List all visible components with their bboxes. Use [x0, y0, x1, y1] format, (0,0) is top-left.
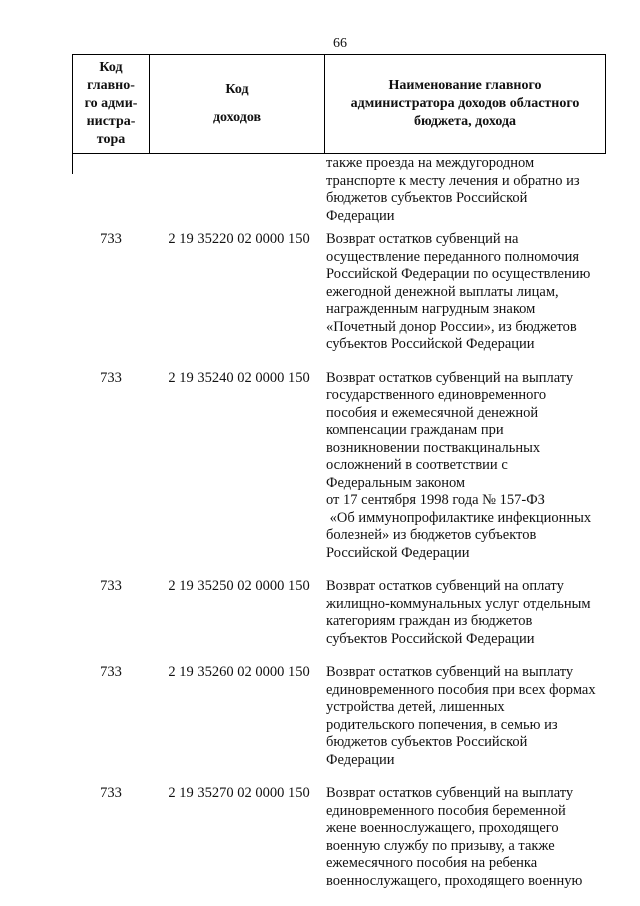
name-line: осуществление переданного полномочия	[326, 248, 580, 265]
name-line: компенсации гражданам при	[326, 422, 504, 438]
name-line: государственного единовременного	[326, 387, 547, 403]
name-line: единовременного пособия при всех формах	[326, 681, 596, 698]
name-line: Федерации	[326, 207, 395, 224]
name-line: категориям граждан из бюджетов	[326, 613, 533, 629]
header-admin-code-line: главно-	[87, 78, 135, 93]
header-name	[325, 55, 606, 154]
name-line: «Об иммунопрофилактике инфекционных	[326, 509, 592, 526]
name-line: Возврат остатков субвенций на выплату	[326, 369, 574, 386]
table-header	[72, 54, 606, 154]
name-line: Федеральным законом	[326, 474, 466, 491]
name-line: бюджетов субъектов Российской	[326, 734, 528, 750]
name-line: единовременного пособия беременной	[326, 802, 566, 819]
admin-cell: 733	[100, 578, 122, 594]
name-line: возникновении поствакцинальных	[326, 439, 541, 456]
name-cell	[322, 578, 606, 648]
admin-cell: 733	[100, 785, 122, 801]
name-line: от 17 сентября 1998 года № 157-ФЗ	[326, 492, 545, 508]
header-admin-code	[73, 55, 150, 154]
header-income-code	[150, 55, 325, 154]
admin-cell: 733	[100, 369, 122, 386]
name-line: субъектов Российской Федерации	[326, 336, 535, 352]
table-row	[72, 370, 606, 563]
name-line: военную службу по призыву, а также	[326, 837, 555, 854]
header-admin-code-line: Код	[99, 60, 123, 75]
name-cell	[322, 785, 606, 890]
code-cell: 2 19 35220 02 0000 150	[168, 231, 310, 247]
table-row	[72, 231, 606, 354]
name-line: военнослужащего, проходящего военную	[326, 872, 583, 889]
name-cell	[322, 370, 606, 563]
admin-cell: 733	[100, 231, 122, 247]
code-cell: 2 19 35270 02 0000 150	[168, 785, 310, 801]
name-line: бюджетов субъектов Российской	[326, 190, 528, 206]
name-line: Возврат остатков субвенций на оплату	[326, 578, 564, 594]
name-cell	[322, 231, 606, 354]
admin-cell	[72, 155, 150, 225]
code-cell: 2 19 35260 02 0000 150	[168, 664, 310, 680]
name-line: осложнений в соответствии с	[326, 457, 508, 473]
continuation-row	[72, 155, 606, 225]
header-admin-code-line: го адми-	[84, 96, 138, 111]
header-admin-code-line: нистра-	[86, 114, 136, 129]
header-income-code-line: Код	[225, 82, 249, 97]
name-line: Российской Федерации по осуществлению	[326, 266, 591, 282]
name-cell	[322, 664, 606, 769]
name-line: Возврат остатков субвенций на	[326, 231, 519, 247]
name-line: жилищно-коммунальных услуг отдельным	[326, 595, 591, 612]
table-row	[72, 664, 606, 769]
name-line: Федерации	[326, 751, 395, 768]
header-name-line: администратора доходов областного	[350, 96, 580, 111]
name-line: награжденным нагрудным знаком	[326, 301, 536, 317]
name-line: болезней» из бюджетов субъектов	[326, 527, 537, 543]
table-row	[72, 578, 606, 648]
name-line: родительского попечения, в семью из	[326, 716, 558, 733]
name-line: ежемесячного пособия на ребенка	[326, 855, 538, 871]
header-name-line: бюджета, дохода	[413, 114, 517, 129]
name-line: устройства детей, лишенных	[326, 699, 505, 715]
name-line: жене военнослужащего, проходящего	[326, 820, 559, 836]
name-line: транспорте к месту лечения и обратно из	[326, 172, 580, 189]
name-line: субъектов Российской Федерации	[326, 630, 535, 647]
name-cell	[322, 155, 606, 225]
name-line: также проезда на междугородном	[326, 155, 535, 171]
code-cell: 2 19 35240 02 0000 150	[168, 369, 310, 386]
header-name-line: Наименование главного	[388, 78, 542, 93]
page-number: 66	[333, 36, 347, 51]
table-body	[72, 155, 606, 906]
code-cell	[150, 155, 322, 225]
header-admin-code-line: тора	[96, 132, 126, 147]
name-line: ежегодной денежной выплаты лицам,	[326, 283, 559, 300]
table-row	[72, 785, 606, 890]
header-income-code-line: доходов	[212, 110, 262, 125]
name-line: Возврат остатков субвенций на выплату	[326, 785, 574, 801]
name-line: пособия и ежемесячной денежной	[326, 404, 539, 421]
name-line: «Почетный донор России», из бюджетов	[326, 318, 577, 335]
code-cell: 2 19 35250 02 0000 150	[168, 578, 310, 594]
name-line: Российской Федерации	[326, 544, 470, 561]
admin-cell: 733	[100, 664, 122, 680]
name-line: Возврат остатков субвенций на выплату	[326, 664, 574, 680]
